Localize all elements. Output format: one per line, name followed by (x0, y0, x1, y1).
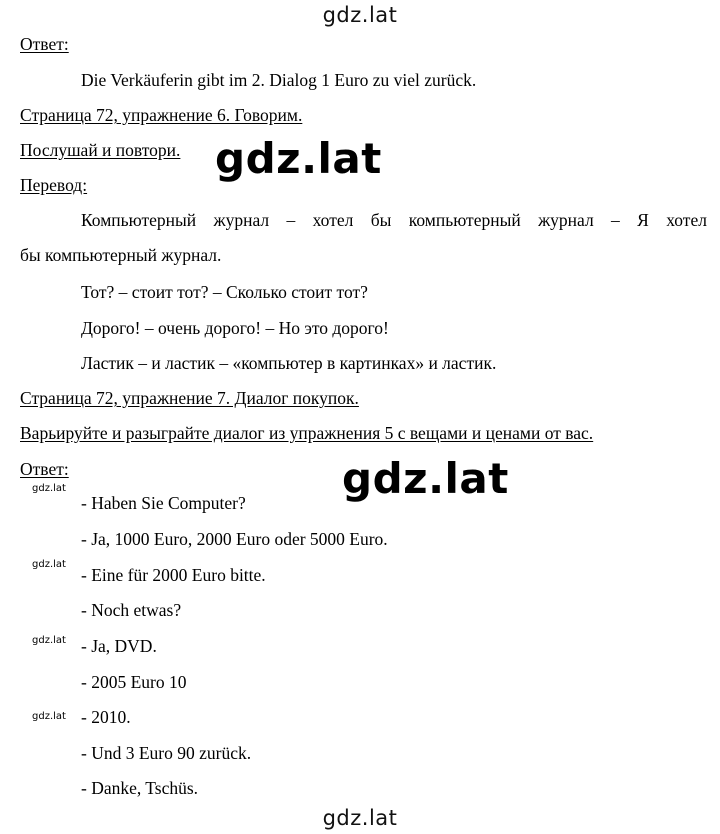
dialog-line: - Ja, 1000 Euro, 2000 Euro oder 5000 Euro. (81, 529, 388, 549)
word: Компьютерный (81, 210, 197, 230)
watermark-small-1: gdz.lat (32, 483, 66, 494)
translation-line-2: Тот? – стоит тот? – Сколько стоит тот? (81, 282, 368, 302)
exercise-6-task: Послушай и повтори. (20, 140, 181, 160)
dialog-line: - 2005 Euro 10 (81, 672, 187, 692)
watermark-small-4: gdz.lat (32, 711, 66, 722)
word: компьютерный (408, 210, 521, 230)
exercise-7-task: Варьируйте и разыграйте диалог из упражнения 5 с вещами и ценами от вас. (20, 423, 594, 443)
word: хотел (666, 210, 707, 230)
exercise-6-heading: Страница 72, упражнение 6. Говорим. (20, 105, 303, 125)
dialog-line: - Danke, Tschüs. (81, 778, 199, 798)
dialog-line: - Und 3 Euro 90 zurück. (81, 743, 252, 763)
translation-label: Перевод: (20, 175, 88, 195)
answer-label-1: Ответ: (20, 34, 69, 54)
answer-label-2: Ответ: (20, 459, 69, 479)
watermark-large-2: gdz.lat (342, 454, 509, 503)
exercise-7-heading: Страница 72, упражнение 7. Диалог покупок. (20, 388, 359, 408)
translation-line-4: Ластик – и ластик – «компьютер в картинках» и ластик. (81, 353, 497, 373)
watermark-small-2: gdz.lat (32, 559, 66, 570)
translation-line-1-cont: бы компьютерный журнал. (20, 245, 222, 265)
watermark-top: gdz.lat (322, 3, 398, 27)
word: журнал (538, 210, 594, 230)
translation-line-1 (81, 210, 707, 230)
word: Я (637, 210, 649, 230)
dialog-line: - 2010. (81, 707, 131, 727)
dialog-line: - Noch etwas? (81, 600, 182, 620)
word: журнал (213, 210, 270, 230)
word: – (286, 210, 296, 230)
word: – (611, 210, 620, 230)
dialog-line: - Eine für 2000 Euro bitte. (81, 565, 266, 585)
watermark-small-3: gdz.lat (32, 635, 66, 646)
word: бы (370, 210, 392, 230)
dialog-line: - Ja, DVD. (81, 636, 157, 656)
translation-line-3: Дорого! – очень дорого! – Но это дорого! (81, 318, 389, 338)
word: хотел (312, 210, 354, 230)
dialog-line: - Haben Sie Computer? (81, 493, 246, 513)
watermark-large-1: gdz.lat (215, 134, 382, 183)
watermark-bottom: gdz.lat (322, 806, 398, 830)
answer-text-1: Die Verkäuferin gibt im 2. Dialog 1 Euro zu viel zurück. (81, 70, 477, 90)
